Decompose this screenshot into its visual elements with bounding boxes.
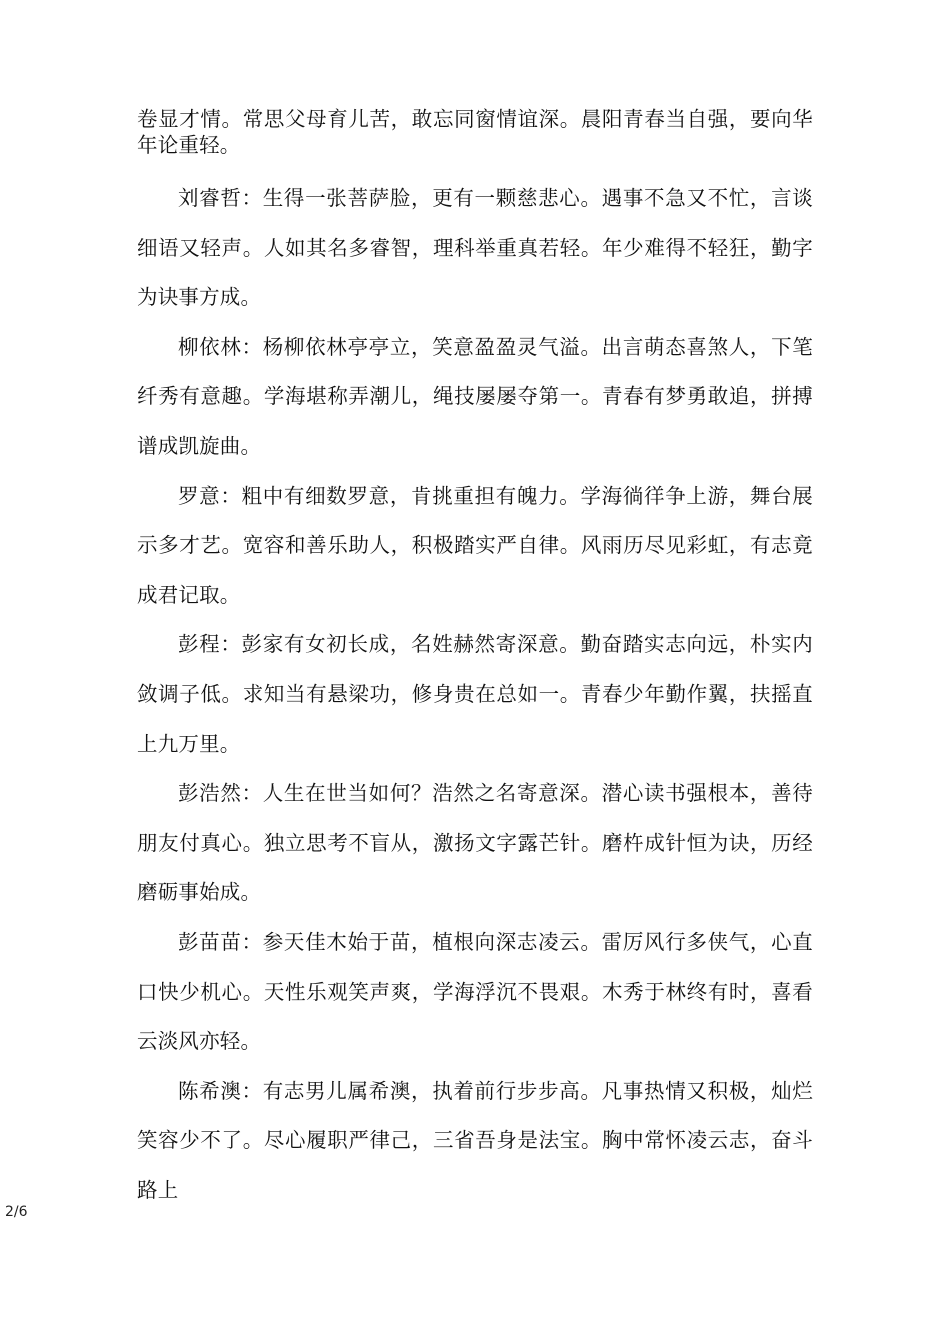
page-number: 2/6 <box>5 1204 28 1220</box>
paragraph-peng-haoran: 彭浩然：人生在世当如何？浩然之名寄意深。潜心读书强根本，善待朋友付真心。独立思考不盲从，激扬文字露芒针。磨杵成针恒为诀，历经磨砺事始成。 <box>137 781 813 905</box>
paragraph-luo-yi: 罗意：粗中有细数罗意，肯挑重担有魄力。学海徜徉争上游，舞台展示多才艺。宽容和善乐助人，积极踏实严自律。风雨历尽见彩虹，有志竟成君记取。 <box>137 483 813 607</box>
paragraph-liu-ruizhe: 刘睿哲：生得一张菩萨脸，更有一颗慈悲心。遇事不急又不忙，言谈细语又轻声。人如其名多睿智，理科举重真若轻。年少难得不轻狂，勤字为诀事方成。 <box>137 186 813 310</box>
paragraph-continuation: 卷显才情。常思父母育儿苦，敢忘同窗情谊深。晨阳青春当自强，要向华年论重轻。 <box>137 107 813 157</box>
paragraph-liu-yilin: 柳依林：杨柳依林亭亭立，笑意盈盈灵气溢。出言萌态喜煞人，下笔纤秀有意趣。学海堪称弄潮儿，绳技屡屡夺第一。青春有梦勇敢追，拼搏谱成凯旋曲。 <box>137 334 813 458</box>
document-body <box>137 106 813 1215</box>
paragraph-peng-miaomiao: 彭苗苗：参天佳木始于苗，植根向深志凌云。雷厉风行多侠气，心直口快少机心。天性乐观笑声爽，学海浮沉不畏艰。木秀于林终有时，喜看云淡风亦轻。 <box>137 929 813 1054</box>
paragraph-chen-xiao: 陈希澳：有志男儿属希澳，执着前行步步高。凡事热情又积极，灿烂笑容少不了。尽心履职严律己，三省吾身是法宝。胸中常怀凌云志，奋斗路上 <box>137 1078 813 1202</box>
paragraph-peng-cheng: 彭程：彭家有女初长成，名姓赫然寄深意。勤奋踏实志向远，朴实内敛调子低。求知当有悬梁功，修身贵在总如一。青春少年勤作翼，扶摇直上九万里。 <box>137 632 813 756</box>
